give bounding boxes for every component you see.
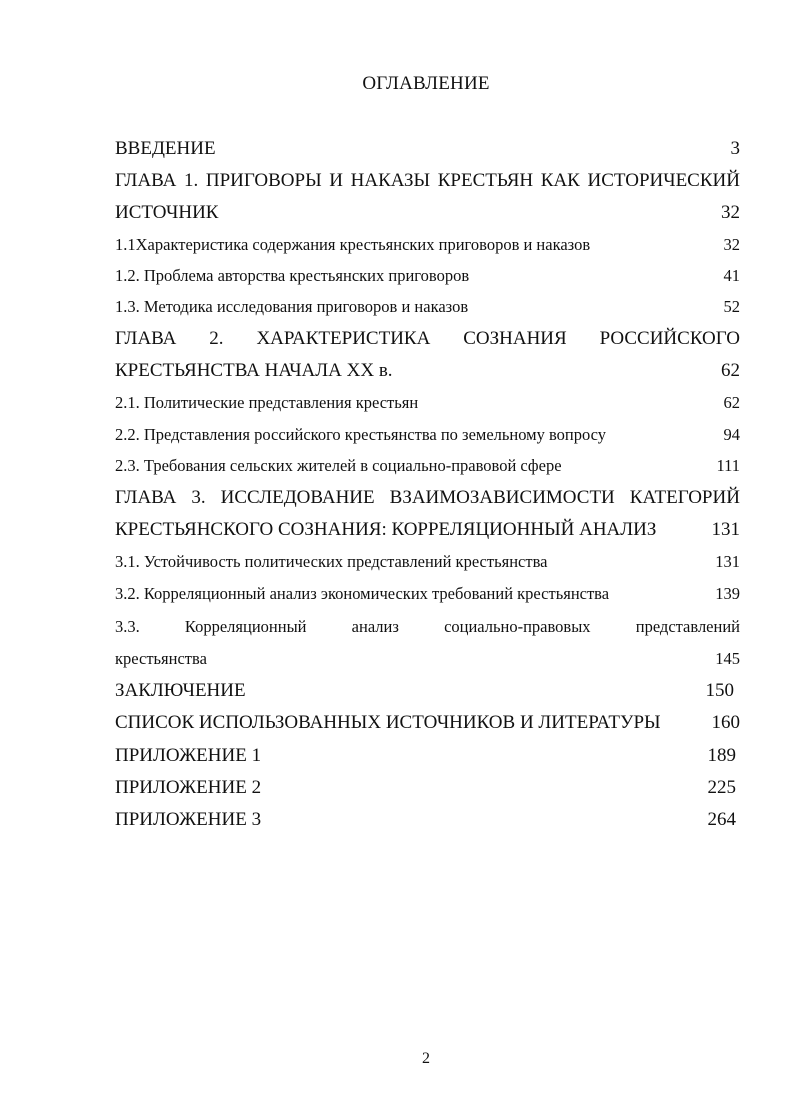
toc-entry-page: 94	[723, 425, 740, 444]
toc-entry-page: 139	[715, 584, 740, 603]
toc-entry-chapter-1-line-1[interactable]	[115, 170, 740, 192]
toc-entry-label: крестьянства	[115, 649, 207, 668]
toc-entry-label: 3.2. Корреляционный анализ экономических требований крестьянства	[115, 584, 610, 603]
toc-entry-label: КРЕСТЬЯНСКОГО СОЗНАНИЯ: КОРРЕЛЯЦИОННЫЙ АНАЛИЗ	[115, 519, 657, 540]
toc-word: КРЕСТЬЯН	[437, 170, 534, 191]
toc-word: И	[329, 170, 344, 191]
toc-word: НАКАЗЫ	[350, 170, 431, 191]
toc-entry-label: ЗАКЛЮЧЕНИЕ	[115, 680, 246, 701]
toc-entry-label: ИСТОЧНИК	[115, 202, 219, 223]
toc-word: СОЗНАНИЯ	[463, 328, 567, 349]
toc-entry-page: 52	[723, 297, 740, 316]
toc-word: 3.3.	[115, 617, 140, 636]
toc-entry-page: 225	[707, 777, 736, 798]
page-title: ОГЛАВЛЕНИЕ	[362, 73, 490, 94]
toc-word: ИССЛЕДОВАНИЕ	[220, 487, 375, 508]
toc-entry-page: 62	[721, 360, 740, 381]
toc-entry-page: 131	[715, 552, 740, 571]
toc-entry-page: 32	[723, 235, 740, 254]
toc-entry-page: 3	[730, 138, 740, 159]
toc-entry-page: 41	[723, 266, 740, 285]
toc-entry-label: 2.2. Представления российского крестьянства по земельному вопросу	[115, 425, 607, 444]
toc-word: КАТЕГОРИЙ	[629, 487, 740, 508]
toc-entry-page: 189	[707, 745, 736, 766]
toc-entry-label: 1.2. Проблема авторства крестьянских приговоров	[115, 266, 470, 285]
toc-entry-page: 145	[715, 649, 740, 668]
toc-entry-section-3-3-line-1[interactable]	[115, 617, 740, 637]
toc-word: социально-правовых	[444, 617, 591, 636]
toc-entry-page: 131	[711, 519, 740, 540]
toc-entry-page: 160	[711, 712, 740, 733]
toc-entry-chapter-3-line-1[interactable]	[115, 487, 740, 509]
toc-word: 3.	[191, 487, 206, 508]
toc-word: Корреляционный	[184, 617, 307, 636]
toc-entry-page: 264	[707, 809, 736, 830]
toc-word: ВЗАИМОЗАВИСИМОСТИ	[389, 487, 615, 508]
toc-entry-label: ПРИЛОЖЕНИЕ 1	[115, 745, 262, 766]
toc-entry-page: 111	[716, 456, 740, 475]
toc-entry-label: 3.1. Устойчивость политических представлений крестьянства	[115, 552, 548, 571]
toc-word: 1.	[184, 170, 199, 191]
toc-entry-label: ПРИЛОЖЕНИЕ 2	[115, 777, 262, 798]
toc-word: анализ	[351, 617, 399, 636]
toc-entry-label: 2.3. Требования сельских жителей в социально-правовой сфере	[115, 456, 562, 475]
toc-word: ГЛАВА	[115, 170, 177, 191]
toc-entry-page: 32	[721, 202, 740, 223]
toc-word: 2.	[209, 328, 224, 349]
toc-word: КАК	[540, 170, 580, 191]
toc-word: представлений	[635, 617, 740, 636]
toc-word: РОССИЙСКОГО	[599, 328, 740, 349]
toc-entry-label: 1.3. Методика исследования приговоров и наказов	[115, 297, 469, 316]
toc-word: ИСТОРИЧЕСКИЙ	[587, 170, 740, 191]
toc-entry-label: КРЕСТЬЯНСТВА НАЧАЛА XX в.	[115, 360, 393, 381]
toc-entry-page: 62	[723, 393, 740, 412]
toc-entry-label: ПРИЛОЖЕНИЕ 3	[115, 809, 262, 830]
toc-entry-label: 1.1Характеристика содержания крестьянских приговоров и наказов	[115, 235, 591, 254]
toc-entry-label: 2.1. Политические представления крестьян	[115, 393, 419, 412]
toc-entry-label: ВВЕДЕНИЕ	[115, 138, 216, 159]
page-number: 2	[422, 1050, 430, 1067]
toc-word: ГЛАВА	[115, 328, 177, 349]
toc-entry-page: 150	[705, 680, 734, 701]
toc-entry-chapter-2-line-1[interactable]	[115, 328, 740, 350]
toc-word: ПРИГОВОРЫ	[205, 170, 322, 191]
toc-word: ХАРАКТЕРИСТИКА	[256, 328, 431, 349]
toc-entry-label: СПИСОК ИСПОЛЬЗОВАННЫХ ИСТОЧНИКОВ И ЛИТЕРАТУРЫ	[115, 712, 661, 733]
toc-word: ГЛАВА	[115, 487, 177, 508]
